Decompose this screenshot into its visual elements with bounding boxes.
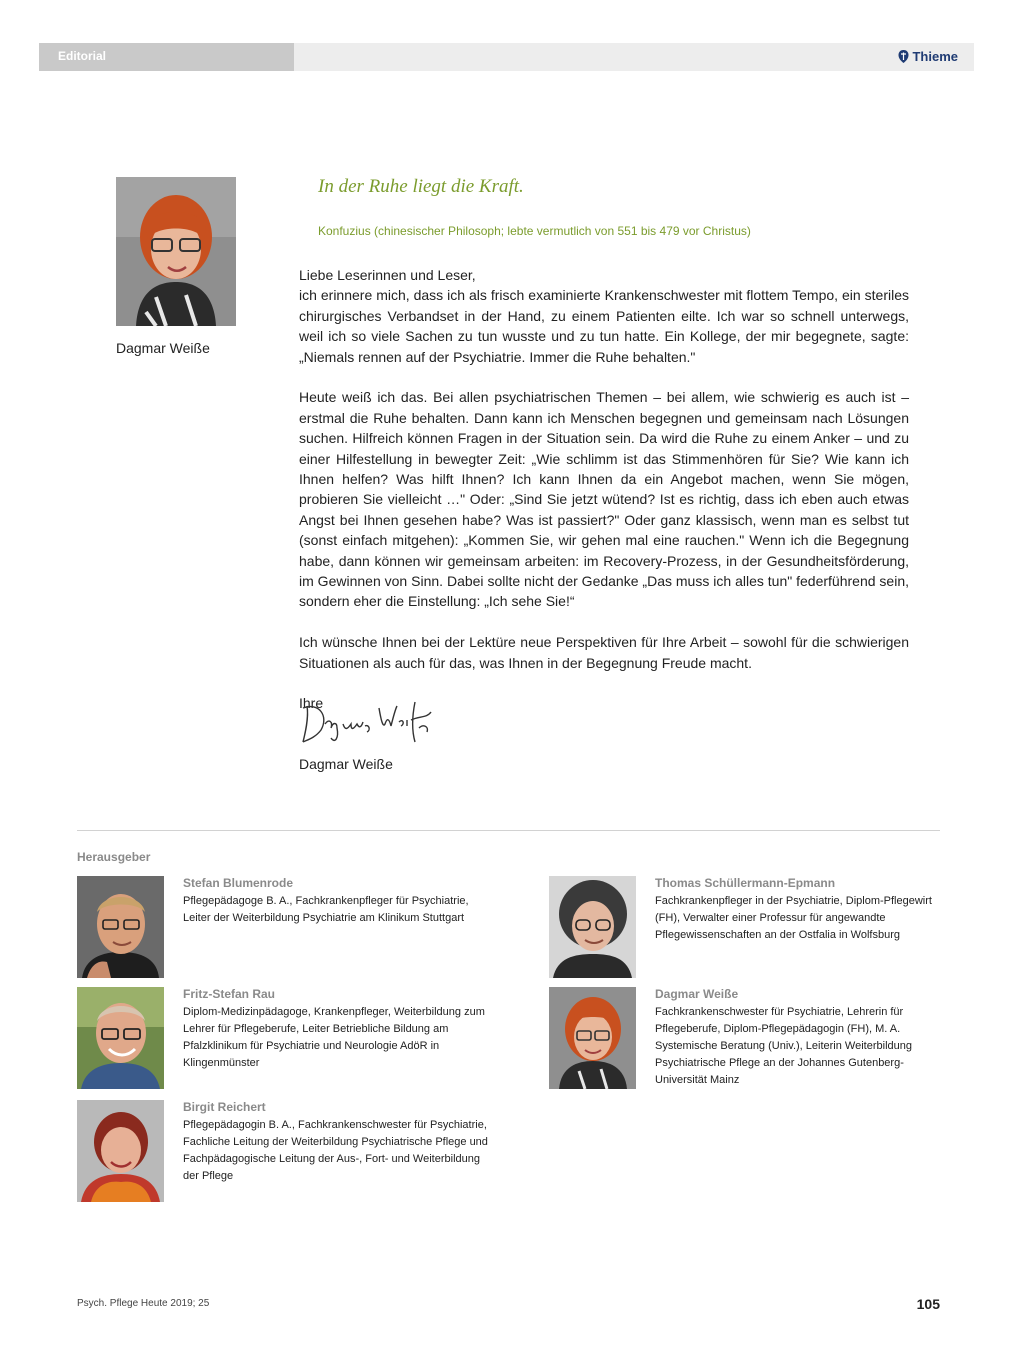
epigraph-quote: In der Ruhe liegt die Kraft. [318, 176, 524, 197]
author-caption: Dagmar Weiße [116, 340, 210, 356]
letter-paragraph: Heute weiß ich das. Bei allen psychiatrischen Themen – bei allem, wie schwierig es auch ist – erstmal die Ruhe behalten. Dann kann ich Menschen begegnen und gemeinsam nach Lösungen suchen. Hilfreich können Fragen in der Situation sein. Da wird die Ruhe zu einem Anker – und zu einer Hilfestellung in bewegter Zeit: „Wie schlimm ist das Stimmenhören für Sie? Wie kann ich Ihnen helfen? Was hilft Ihnen? Ich kann Ihnen da ein Angebot machen, wenn Sie mögen, probieren Sie vielleicht …" Oder: „Sind Sie jetzt wütend? Ist es richtig, dass ich eben auch etwas Angst bei Ihnen gesehen habe? Was ist passiert?" Oder ganz klassisch, wenn man es selbst tut (sonst einfach mitgehen): „Kommen Sie, wir gehen mal eine rauchen." Wenn ich die Begegnung habe, dann können wir gemeinsam arbeiten: im Recovery-Prozess, in der Gesundheitsförderung, im Gewinnen von Sinn. Dabei sollte nicht der Gedanke „Das muss ich alles tun" federführend sein, sondern eher die Einstellung: „Ich sehe Sie!“ [299, 389, 909, 610]
letter-paragraph: Ich wünsche Ihnen bei der Lektüre neue Perspektiven für Ihre Arbeit – sowohl für die schwierigen Situationen als auch für das, was Ihnen in der Begegnung Freude macht. [299, 634, 909, 671]
journal-citation: Psych. Pflege Heute 2019; 25 [77, 1298, 210, 1309]
editor-name: Fritz-Stefan Rau [183, 987, 276, 1001]
section-tab [39, 43, 294, 71]
author-portrait [116, 177, 236, 326]
letter-paragraph: ich erinnere mich, dass ich als frisch examinierte Krankenschwester mit flottem Tempo, ein steriles chirurgisches Verbandset in der Hand, zu einem Patienten eilte. Ich war so schnell unterwegs, weil ich so viele Sachen zu tun wusste und zu tun hatte. Ein Kollege, der mir begegnete, sagte: „Niemals rennen auf der Psychiatrie. Immer die Ruhe behalten." [299, 287, 909, 365]
brand-name: Thieme [912, 49, 958, 64]
signature-name: Dagmar Weiße [299, 756, 393, 772]
editor-description: Fachkrankenschwester für Psychiatrie, Lehrerin für Pflegeberufe, Diplom-Pflegepädagogin (FH), M. A. Systemische Beratung (Univ.), Leiterin Weiterbildung Psychiatrische Pflege an der Johannes Gutenberg-Universität Mainz [655, 1006, 912, 1086]
page-number: 105 [916, 1296, 940, 1312]
editor-photo [77, 876, 164, 978]
section-label: Editorial [58, 49, 107, 63]
epigraph-source: Konfuzius (chinesischer Philosoph; lebte vermutlich von 551 bis 479 vor Christus) [318, 224, 751, 238]
editor-description: Diplom-Medizinpädagoge, Krankenpfleger, Weiterbildung zum Lehrer für Pflegeberufe, Leiter Betriebliche Bildung am Pfalzklinikum für Psychiatrie und Neurologie AdöR in Klingenmünster [183, 1006, 485, 1069]
letter-salutation: Liebe Leserinnen und Leser, [299, 267, 476, 283]
handwritten-signature [299, 698, 439, 750]
editor-photo [77, 987, 164, 1089]
editor-name: Birgit Reichert [183, 1100, 266, 1114]
header-bar [39, 43, 974, 71]
editors-heading: Herausgeber [77, 850, 151, 864]
editor-description: Pflegepädagoge B. A., Fachkrankenpfleger für Psychiatrie, Leiter der Weiterbildung Psychiatrie am Klinikum Stuttgart [183, 895, 469, 924]
editor-name: Dagmar Weiße [655, 987, 739, 1001]
editor-name: Thomas Schüllermann-Epmann [655, 876, 836, 890]
publisher-logo [898, 49, 958, 64]
editor-photo [549, 987, 636, 1089]
section-divider [77, 830, 940, 831]
editor-description: Fachkrankenpfleger in der Psychiatrie, Diplom-Pflegewirt (FH), Verwalter einer Professur für angewandte Pflegewissenschaften an der Ostfalia in Wolfsburg [655, 895, 932, 941]
editorial-letter [299, 265, 909, 714]
editor-description: Pflegepädagogin B. A., Fachkrankenschwester für Psychiatrie, Fachliche Leitung der Weiterbildung Psychiatrische Pflege und Fachpädagogische Leitung der Aus-, Fort- und Weiterbildung der Pflege [183, 1119, 488, 1182]
letter-closing: Ihre [299, 695, 324, 712]
editor-photo [77, 1100, 164, 1202]
editor-photo [549, 876, 636, 978]
editor-name: Stefan Blumenrode [183, 876, 294, 890]
thieme-emblem-icon [898, 50, 909, 63]
